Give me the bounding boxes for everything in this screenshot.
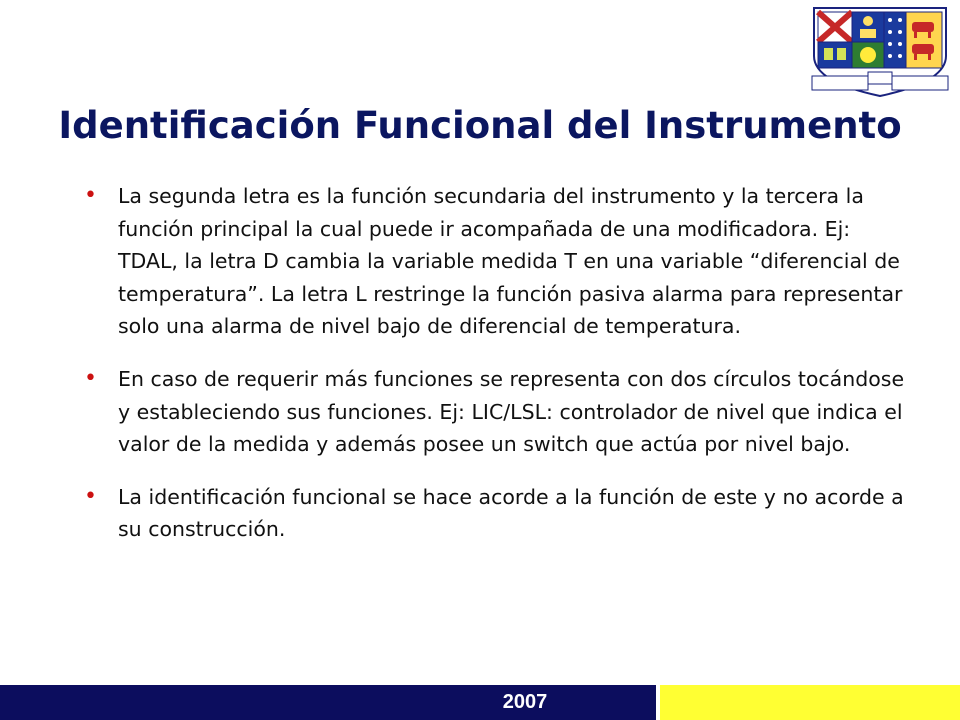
bullet-marker: •: [84, 365, 97, 391]
footer-year: 2007: [502, 691, 548, 713]
bullet-text: La identificación funcional se hace acorde a la función de este y no acorde a su construcción.: [118, 484, 904, 542]
bullet-marker: •: [84, 483, 97, 509]
bullet-text: La segunda letra es la función secundaria del instrumento y la tercera la función principal la cual puede ir acompañada de una modificadora. Ej: TDAL, la letra D cambia la variable medida T en una variable “diferencial de temperatura”. La letra L restringe la función pasiva alarma para representar solo una alarma de nivel bajo de diferencial de temperatura.: [118, 184, 903, 339]
bullet-marker: •: [84, 183, 97, 208]
university-crest-logo: [808, 4, 952, 100]
bullet-item: [84, 180, 914, 343]
slide-title: Identificación Funcional del Instrumento: [58, 104, 902, 147]
bullet-item: [84, 363, 914, 461]
bullet-text: En caso de requerir más funciones se representa con dos círculos tocándose y estableciendo sus funciones. Ej: LIC/LSL: controlador de nivel que indica el valor de la medida y además posee un switch que actúa por nivel bajo.: [118, 366, 905, 457]
crest-icon: [808, 4, 952, 100]
bullet-item: [84, 481, 914, 546]
footer-bar-right: [660, 685, 960, 720]
bullet-list: [84, 180, 914, 566]
